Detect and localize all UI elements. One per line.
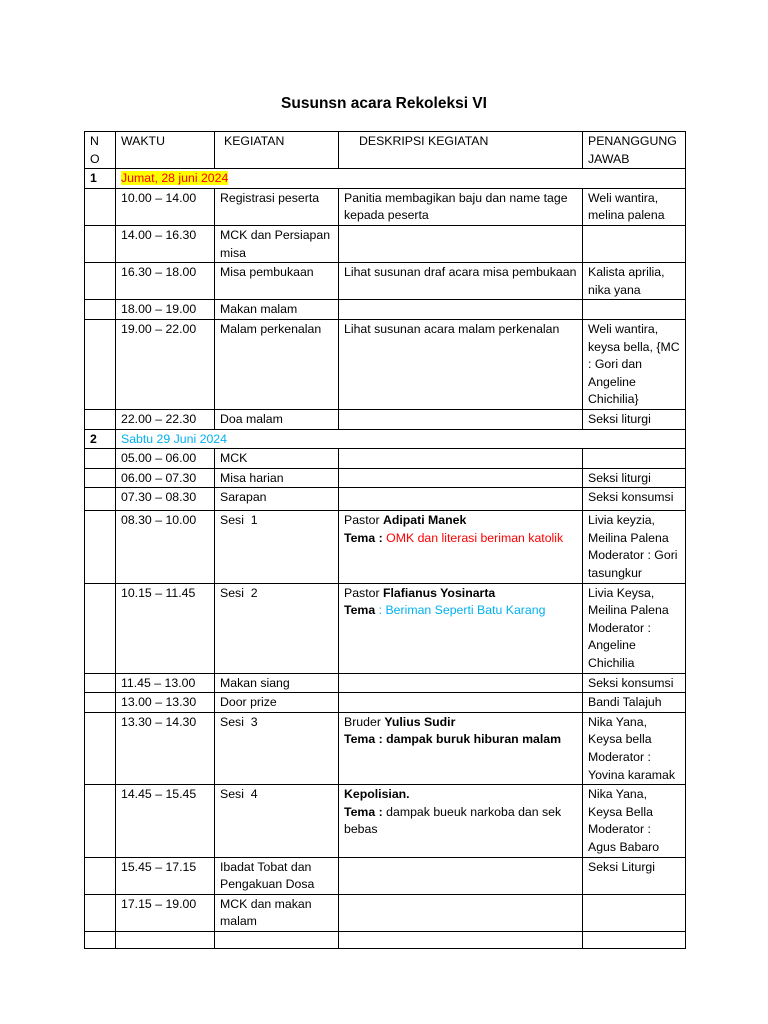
table-row-empty: [85, 931, 686, 948]
table-row: [85, 449, 686, 469]
table-row: [85, 225, 686, 262]
table-row: [85, 673, 686, 693]
kegiatan-cell: Makan malam: [215, 300, 339, 320]
deskripsi-cell: [339, 409, 583, 429]
tema-text: OMK dan literasi beriman katolik: [382, 530, 564, 545]
deskripsi-cell: [339, 673, 583, 693]
deskripsi-cell: Pastor Adipati Manek Tema : OMK dan literasi beriman katolik: [339, 511, 583, 583]
tema-text: dampak bueuk narkoba dan sek bebas: [344, 804, 562, 837]
waktu-cell: 19.00 – 22.00: [116, 319, 215, 409]
deskripsi-cell: Panitia membagikan baju dan name tage kepada peserta: [339, 188, 583, 225]
pj-cell: Seksi konsumsi: [583, 488, 686, 511]
kegiatan-cell: Makan siang: [215, 673, 339, 693]
day-label-cell: [116, 429, 686, 449]
pj-cell: [583, 225, 686, 262]
table-row: [85, 319, 686, 409]
tema-label: Tema: [344, 603, 376, 618]
kegiatan-cell: Registrasi peserta: [215, 188, 339, 225]
table-row: [85, 511, 686, 583]
kegiatan-cell: Misa harian: [215, 468, 339, 488]
kegiatan-cell: Door prize: [215, 693, 339, 713]
kegiatan-cell: Sesi 2: [215, 583, 339, 673]
deskripsi-cell: [339, 468, 583, 488]
pj-cell: Seksi konsumsi: [583, 673, 686, 693]
speaker-name: Flafianus Yosinarta: [382, 585, 496, 600]
deskripsi-cell: [339, 488, 583, 511]
table-row: [85, 488, 686, 511]
pj-cell: Kalista aprilia, nika yana: [583, 263, 686, 300]
waktu-cell: 15.45 – 17.15: [116, 857, 215, 894]
pj-cell: Seksi Liturgi: [583, 857, 686, 894]
tema-label: Tema :: [344, 804, 383, 819]
kegiatan-cell: Ibadat Tobat dan Pengakuan Dosa: [215, 857, 339, 894]
waktu-cell: 05.00 – 06.00: [116, 449, 215, 469]
deskripsi-cell: Lihat susunan draf acara misa pembukaan: [339, 263, 583, 300]
deskripsi-cell: [339, 300, 583, 320]
deskripsi-cell: [339, 449, 583, 469]
kegiatan-cell: Malam perkenalan: [215, 319, 339, 409]
waktu-cell: 06.00 – 07.30: [116, 468, 215, 488]
table-row: [85, 409, 686, 429]
waktu-cell: 14.00 – 16.30: [116, 225, 215, 262]
deskripsi-cell: [339, 693, 583, 713]
pj-cell: Nika Yana, Keysa Bella Moderator : Agus Babaro: [583, 785, 686, 857]
kegiatan-cell: Sesi 3: [215, 712, 339, 784]
kegiatan-cell: Sarapan: [215, 488, 339, 511]
tema-label: Tema :: [344, 530, 383, 545]
table-row: [85, 857, 686, 894]
table-row: [85, 263, 686, 300]
kegiatan-cell: MCK: [215, 449, 339, 469]
waktu-cell: 17.15 – 19.00: [116, 894, 215, 931]
header-penanggung: PENANGGUNG JAWAB: [583, 132, 686, 169]
deskripsi-cell: [339, 225, 583, 262]
speaker-name: Kepolisian.: [344, 787, 410, 802]
waktu-cell: 10.15 – 11.45: [116, 583, 215, 673]
pj-cell: Nika Yana, Keysa bella Moderator : Yovina karamak: [583, 712, 686, 784]
day-label: Sabtu 29 Juni 2024: [121, 431, 227, 446]
header-deskripsi: DESKRIPSI KEGIATAN: [339, 132, 583, 169]
day-number: 2: [85, 429, 116, 449]
kegiatan-cell: Sesi 4: [215, 785, 339, 857]
day-label: Jumat, 28 juni 2024: [121, 171, 229, 186]
speaker-name: Yulius Sudir: [384, 714, 456, 729]
table-row: [85, 712, 686, 784]
kegiatan-cell: MCK dan Persiapan misa: [215, 225, 339, 262]
pj-cell: Livia Keysa, Meilina Palena Moderator : Angeline Chichilia: [583, 583, 686, 673]
day-row-2: [85, 429, 686, 449]
table-row: [85, 188, 686, 225]
tema-text: Tema : dampak buruk hiburan malam: [344, 732, 562, 747]
kegiatan-cell: Doa malam: [215, 409, 339, 429]
pj-cell: Bandi Talajuh: [583, 693, 686, 713]
pj-cell: Livia keyzia, Meilina Palena Moderator : Gori tasungkur: [583, 511, 686, 583]
kegiatan-cell: Misa pembukaan: [215, 263, 339, 300]
waktu-cell: 22.00 – 22.30: [116, 409, 215, 429]
table-row: [85, 300, 686, 320]
tema-text: : Beriman Seperti Batu Karang: [375, 603, 546, 618]
waktu-cell: 13.00 – 13.30: [116, 693, 215, 713]
table-row: [85, 894, 686, 931]
deskripsi-cell: [339, 894, 583, 931]
waktu-cell: 18.00 – 19.00: [116, 300, 215, 320]
waktu-cell: 14.45 – 15.45: [116, 785, 215, 857]
waktu-cell: 16.30 – 18.00: [116, 263, 215, 300]
waktu-cell: 11.45 – 13.00: [116, 673, 215, 693]
pj-cell: [583, 300, 686, 320]
schedule-table: [84, 131, 686, 949]
day-row-1: [85, 169, 686, 189]
kegiatan-cell: Sesi 1: [215, 511, 339, 583]
waktu-cell: 07.30 – 08.30: [116, 488, 215, 511]
deskripsi-cell: Bruder Yulius Sudir Tema : dampak buruk hiburan malam: [339, 712, 583, 784]
day-label-cell: [116, 169, 686, 189]
deskripsi-cell: Pastor Flafianus Yosinarta Tema : Beriman Seperti Batu Karang: [339, 583, 583, 673]
pj-cell: [583, 894, 686, 931]
table-row: [85, 785, 686, 857]
table-row: [85, 693, 686, 713]
header-waktu: WAKTU: [116, 132, 215, 169]
waktu-cell: 10.00 – 14.00: [116, 188, 215, 225]
table-row: [85, 468, 686, 488]
pj-cell: [583, 449, 686, 469]
pj-cell: Weli wantira, melina palena: [583, 188, 686, 225]
day-number: 1: [85, 169, 116, 189]
speaker-name: Adipati Manek: [382, 513, 467, 528]
waktu-cell: 08.30 – 10.00: [116, 511, 215, 583]
pj-cell: Seksi liturgi: [583, 409, 686, 429]
table-row: [85, 583, 686, 673]
kegiatan-cell: MCK dan makan malam: [215, 894, 339, 931]
deskripsi-cell: [339, 785, 583, 857]
waktu-cell: 13.30 – 14.30: [116, 712, 215, 784]
page-title: Susunsn acara Rekoleksi VI: [281, 95, 487, 112]
pj-cell: Weli wantira, keysa bella, {MC : Gori dan Angeline Chichilia}: [583, 319, 686, 409]
header-kegiatan: KEGIATAN: [215, 132, 339, 169]
header-no: N O: [85, 132, 116, 169]
table-header-row: [85, 132, 686, 169]
deskripsi-cell: [339, 857, 583, 894]
deskripsi-cell: Lihat susunan acara malam perkenalan: [339, 319, 583, 409]
pj-cell: Seksi liturgi: [583, 468, 686, 488]
